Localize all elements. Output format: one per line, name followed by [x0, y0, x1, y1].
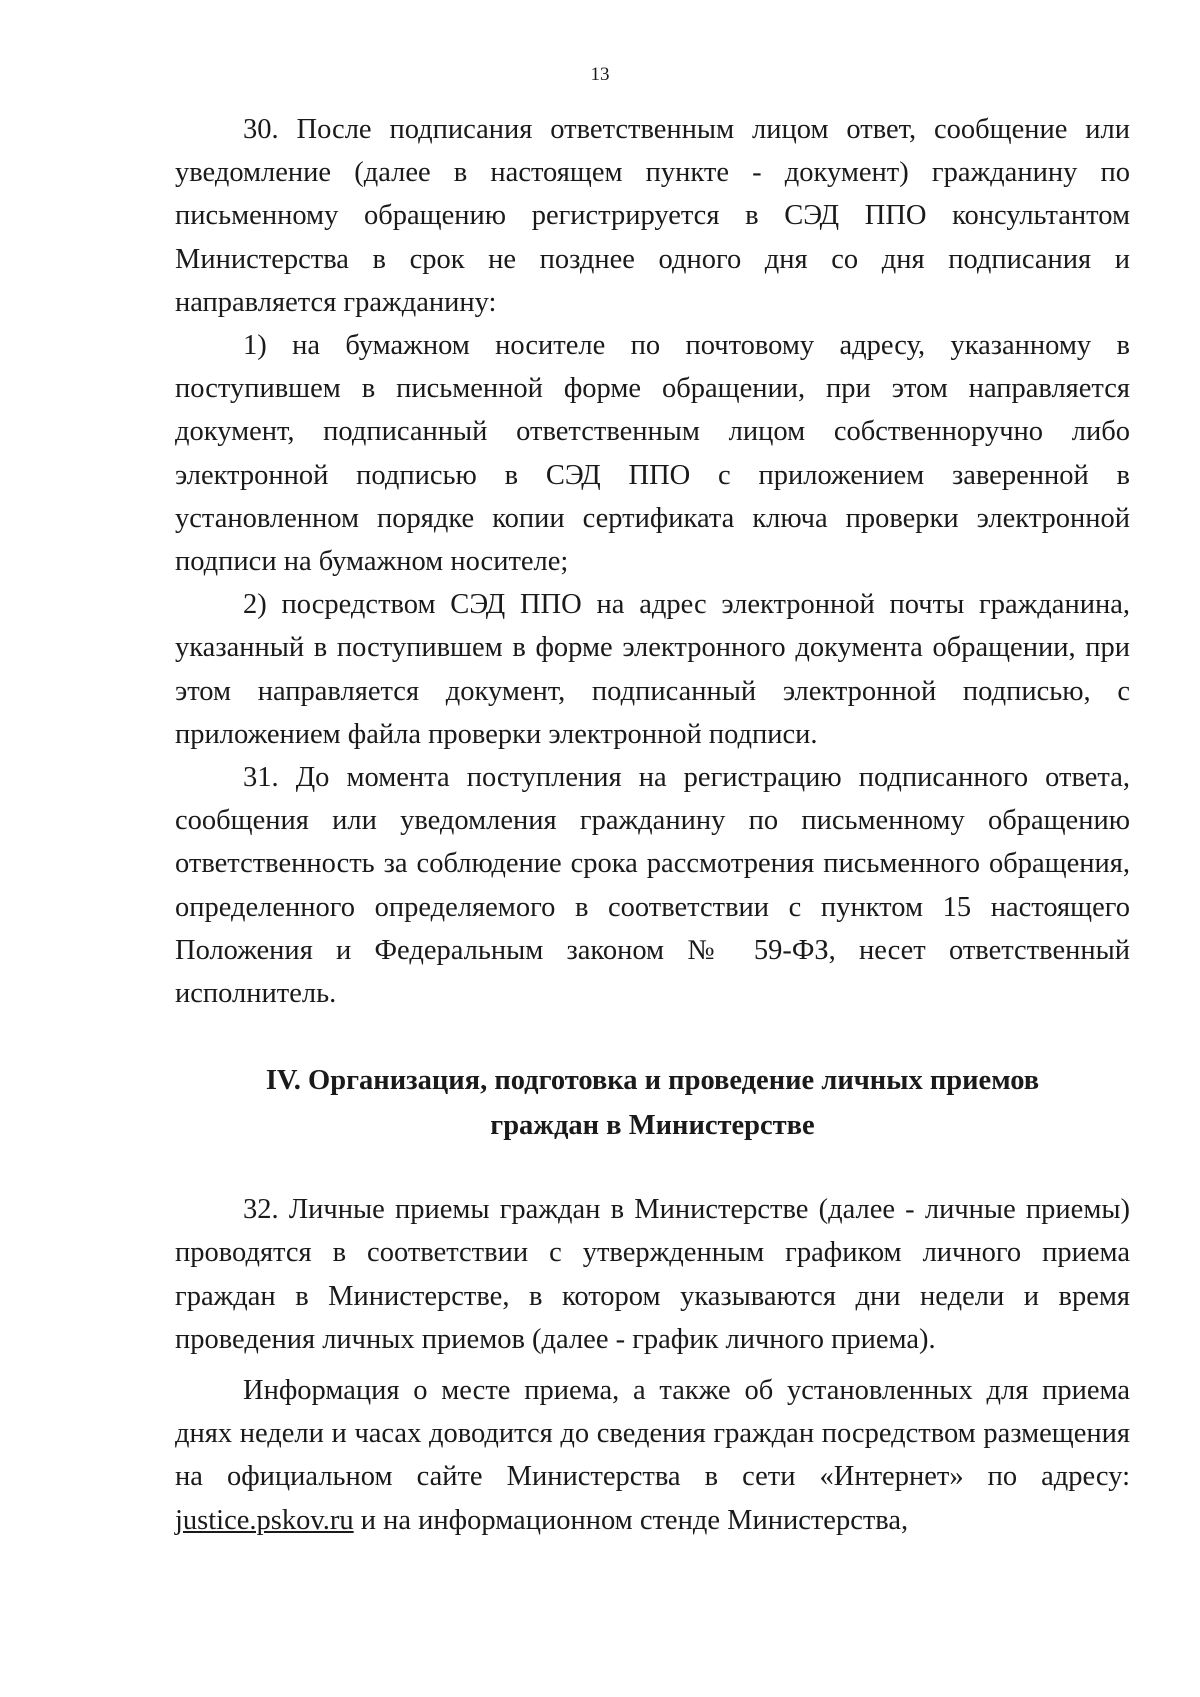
paragraph-30-item-1: 1) на бумажном носителе по почтовому адресу, указанному в поступившем в письменной форме обращении, при этом направляется документ, подписанный ответственным лицом собственноручно либо электронной подписью в СЭД ППО с приложением заверенной в установленном порядке копии сертификата ключа проверки электронной подписи на бумажном носителе;	[175, 330, 1130, 578]
page-number: 13	[590, 64, 610, 85]
paragraph-31: 31. До момента поступления на регистрацию подписанного ответа, сообщения или уведомления гражданину по письменному обращению ответственность за соблюдение срока рассмотрения письменного обращения, определенного определяемого в соответствии с пунктом 15 настоящего Положения и Федеральным законом № 59-ФЗ, несет ответственный исполнитель.	[175, 762, 1130, 1010]
paragraph-info-text-end: и на информационном стенде Министерства,	[353, 1504, 909, 1536]
website-link[interactable]: justice.pskov.ru	[175, 1504, 354, 1536]
paragraph-info	[175, 1369, 1130, 1542]
paragraph-gap	[175, 1361, 1130, 1369]
paragraph-30-item-2: 2) посредством СЭД ППО на адрес электронной почты гражданина, указанный в поступившем в форме электронного документа обращении, при этом направляется документ, подписанный электронной подписью, с приложением файла проверки электронной подписи.	[175, 589, 1130, 750]
section-heading-line-2: граждан в Министерстве	[490, 1110, 815, 1142]
section-heading	[175, 1058, 1130, 1148]
paragraph-info-text: Информация о месте приема, а также об установленных для приема днях недели и часах доводится до сведения граждан посредством размещения на официальном сайте Министерства в сети «Интернет» по адресу:	[175, 1375, 1130, 1493]
document-body	[175, 108, 1130, 1542]
paragraph-30: 30. После подписания ответственным лицом ответ, сообщение или уведомление (далее в настоящем пункте - документ) гражданину по письменному обращению регистрируется в СЭД ППО консультантом Министерства в срок не позднее одного дня со дня подписания и направляется гражданину:	[175, 114, 1130, 318]
section-heading-line-1: IV. Организация, подготовка и проведение личных приемов	[265, 1065, 1040, 1097]
paragraph-32: 32. Личные приемы граждан в Министерстве (далее - личные приемы) проводятся в соответствии с утвержденным графиком личного приема граждан в Министерстве, в котором указываются дни недели и время проведения личных приемов (далее - график личного приема).	[175, 1194, 1130, 1355]
